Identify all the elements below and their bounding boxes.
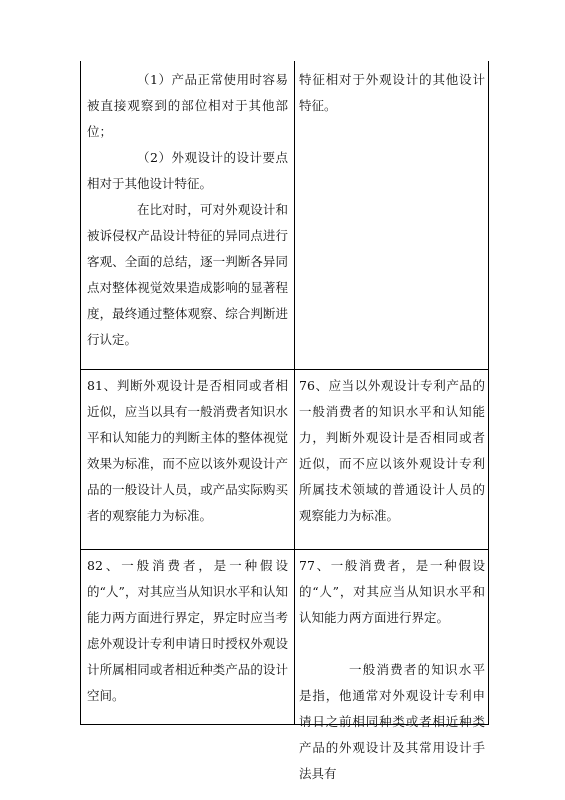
table-cell-left	[81, 550, 295, 725]
comparison-table	[80, 61, 489, 781]
cell-text	[295, 550, 489, 787]
paragraph: 一般消费者的知识水平是指，他通常对外观设计专利申请日之前相同种类或者相近种类产品的外观设计及其常用设计手法具有	[299, 662, 485, 781]
table-cell-right	[295, 370, 489, 549]
paragraph: 77、一般消费者，是一种假设的“人”，对其应当从知识水平和认知能力两方面进行界定。	[299, 558, 485, 625]
table-cell-right	[295, 550, 489, 781]
paragraph: 76、应当以外观设计专利产品的一般消费者的知识水平和认知能力，判断外观设计是否相同或者近似，而不应以该外观设计专利所属技术领域的普通设计人员的观察能力为标准。	[299, 378, 485, 523]
cell-text	[81, 550, 294, 709]
cell-text	[81, 370, 294, 529]
paragraph: （1）产品正常使用时容易被直接观察到的部位相对于其他部位；	[87, 72, 288, 139]
paragraph: 在比对时，可对外观设计和被诉侵权产品设计特征的异同点进行客观、全面的总结，逐一判断各异同点对整体视觉效果造成影响的显著程度，最终通过整体观察、综合判断进行认定。	[87, 202, 288, 347]
cell-text	[295, 370, 489, 529]
paragraph: 特征相对于外观设计的其他设计特征。	[299, 72, 485, 113]
paragraph: （2）外观设计的设计要点相对于其他设计特征。	[87, 150, 288, 191]
table-row	[81, 549, 488, 781]
paragraph-spacer	[299, 631, 485, 657]
table-cell-left	[81, 370, 295, 549]
paragraph: 82、一般消费者，是一种假设的“人”，对其应当从知识水平和认知能力两方面进行界定，界定时应当考虑外观设计专利申请日时授权外观设计所属相同或者相近种类产品的设计空间。	[87, 558, 288, 703]
cell-text	[81, 61, 294, 353]
table-row	[81, 61, 488, 369]
table-row	[81, 369, 488, 549]
table-cell-right	[295, 61, 489, 369]
paragraph: 81、判断外观设计是否相同或者相近似，应当以具有一般消费者知识水平和认知能力的判断主体的整体视觉效果为标准，而不应以该外观设计产品的一般设计人员，或产品实际购买者的观察能力为标准。	[87, 378, 288, 523]
table-cell-left	[81, 61, 295, 369]
cell-text	[295, 61, 489, 119]
